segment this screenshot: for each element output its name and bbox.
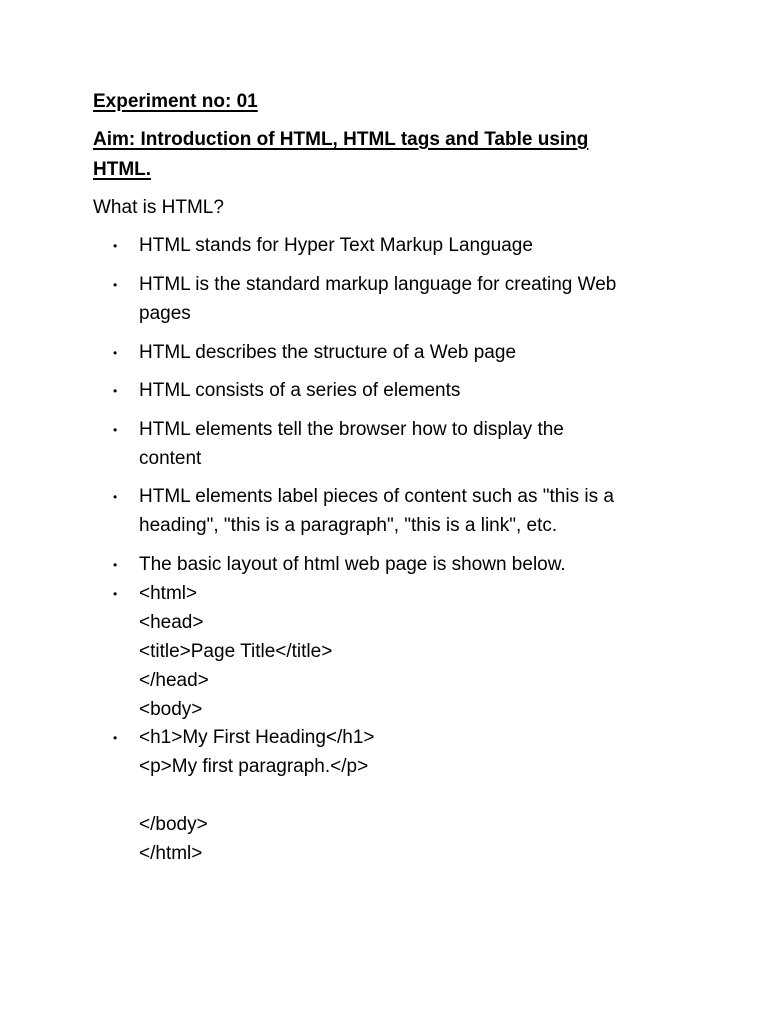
bullet-item-text: The basic layout of html web page is shown below.: [139, 554, 566, 575]
code-line: </head>: [139, 670, 209, 691]
bullet-marker: •: [113, 558, 118, 572]
bullet-item-text-continued: heading", "this is a paragraph", "this is a link", etc.: [139, 515, 558, 536]
aim-heading-line-2: HTML.: [93, 159, 152, 180]
code-line: <p>My first paragraph.</p>: [139, 756, 369, 777]
bullet-item-text-continued: pages: [139, 303, 191, 324]
code-line: <head>: [139, 612, 204, 633]
aim-heading-line-1: Aim: Introduction of HTML, HTML tags and Table using: [93, 129, 589, 150]
bullet-marker: •: [113, 423, 118, 437]
bullet-marker: •: [113, 239, 118, 253]
bullet-item-text: HTML describes the structure of a Web page: [139, 342, 517, 363]
bullet-marker: •: [113, 384, 118, 398]
bullet-item-text: HTML elements label pieces of content such as "this is a: [139, 486, 614, 507]
code-line: <body>: [139, 699, 203, 720]
code-line: <html>: [139, 583, 198, 604]
bullet-item-text: HTML stands for Hyper Text Markup Language: [139, 235, 533, 256]
bullet-item-text: HTML consists of a series of elements: [139, 380, 461, 401]
code-line: </body>: [139, 814, 208, 835]
bullet-marker: •: [113, 731, 118, 745]
bullet-marker: •: [113, 346, 118, 360]
bullet-item-text: HTML is the standard markup language for creating Web: [139, 274, 617, 295]
experiment-title: Experiment no: 01: [93, 91, 258, 112]
code-line: <title>Page Title</title>: [139, 641, 333, 662]
section-question: What is HTML?: [93, 197, 224, 218]
bullet-item-text: HTML elements tell the browser how to display the: [139, 419, 564, 440]
bullet-marker: •: [113, 490, 118, 504]
bullet-item-text-continued: content: [139, 448, 202, 469]
code-line: <h1>My First Heading</h1>: [139, 727, 375, 748]
bullet-marker: •: [113, 587, 118, 601]
bullet-marker: •: [113, 278, 118, 292]
code-line: </html>: [139, 843, 203, 864]
